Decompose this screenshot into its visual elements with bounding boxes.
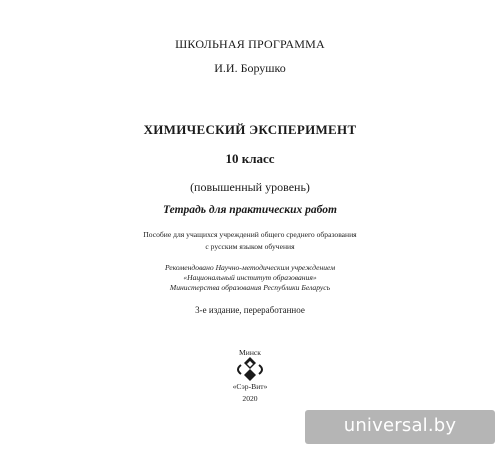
author-name: И.И. Борушко xyxy=(214,61,286,75)
purpose-line-1: Пособие для учащихся учреждений общего среднего образования xyxy=(143,230,357,239)
imprint-publisher: «Сэр-Вит» xyxy=(232,382,268,391)
book-title: ХИМИЧЕСКИЙ ЭКСПЕРИМЕНТ xyxy=(143,122,357,137)
recommendation-line-2: «Национальный институт образования» xyxy=(183,273,317,282)
publisher-emblem-icon xyxy=(234,356,266,382)
series-name: ШКОЛЬНАЯ ПРОГРАММА xyxy=(175,37,325,51)
watermark-badge xyxy=(305,410,495,444)
purpose-line-2: с русским языком обучения xyxy=(205,242,295,251)
edition-note: 3-е издание, переработанное xyxy=(195,305,305,315)
imprint-year: 2020 xyxy=(242,394,258,403)
watermark-text: universal.by xyxy=(343,415,457,436)
book-subtitle: Тетрадь для практических работ xyxy=(163,204,337,216)
imprint-city: Минск xyxy=(239,348,261,357)
level-label: (повышенный уровень) xyxy=(190,180,310,194)
grade-label: 10 класс xyxy=(225,151,275,166)
recommendation-line-3: Министерства образования Республики Беларусь xyxy=(169,283,331,292)
recommendation-line-1: Рекомендовано Научно-методическим учреждением xyxy=(164,263,336,272)
